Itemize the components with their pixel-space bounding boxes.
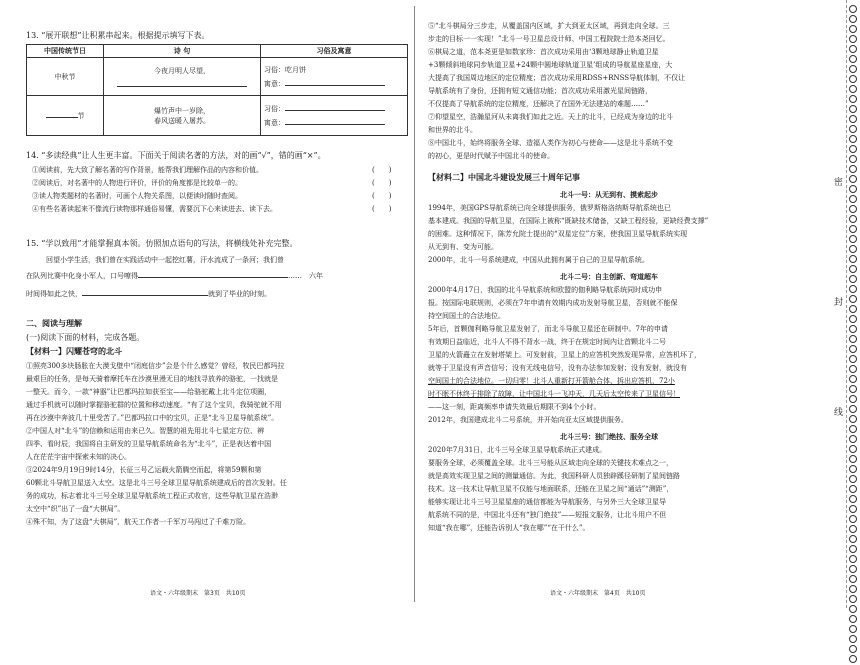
binding-hole-icon (849, 315, 857, 323)
q14-item: ②阅读后，对名著中的人物进行评价，评价的角度都是比较单一的。 (32, 179, 242, 187)
binding-hole-icon (849, 635, 857, 643)
text-line: 5年后，首颗伽利略导航卫星发射了，而北斗导航卫星还在研制中。7年的申请 (428, 325, 668, 333)
binding-hole-icon (849, 385, 857, 393)
table-header-row (27, 45, 408, 58)
text-line: ⑤“北斗棋局分三步走，从覆盖国内区域，扩大到亚太区域，再到走向全球。三 (428, 22, 670, 30)
binding-dashed-line (846, 0, 847, 608)
binding-hole-icon (849, 325, 857, 333)
binding-hole-icon (849, 235, 857, 243)
binding-hole-icon (849, 145, 857, 153)
binding-hole-icon (849, 55, 857, 63)
table-row (27, 96, 408, 136)
binding-hole-icon (849, 425, 857, 433)
binding-hole-icon (849, 415, 857, 423)
meaning-answer-line[interactable] (285, 85, 385, 86)
text-line: 的初心，更是时代赋予中国北斗的使命。 (428, 152, 554, 160)
binding-hole-icon (849, 525, 857, 533)
binding-hole-icon (849, 355, 857, 363)
page-footer: 语文・六年级期末 第4页 共10页 (550, 590, 646, 597)
festival-suffix: 节 (77, 111, 85, 120)
q15-line2-text: 在队列比赛中化身小军人，口号嘹得 (26, 272, 138, 280)
material-1-title: 【材料一】闪耀苍穹的北斗 (26, 347, 122, 356)
binding-hole-icon (849, 545, 857, 553)
answer-paren[interactable]: ( ) (372, 205, 392, 213)
binding-hole-icon (849, 515, 857, 523)
binding-hole-icon (849, 115, 857, 123)
header-poem: 诗 句 (104, 45, 261, 58)
binding-hole-icon (849, 45, 857, 53)
q14-item: ③读人物类题材的名著时，可画个人物关系图，以便读时随时查阅。 (32, 192, 242, 200)
text-line: ——这一刻，距离频率申请失效最后期限不到4个小时。 (428, 403, 601, 411)
binding-hole-icon (849, 65, 857, 73)
text-line: 报。按国际电联规则，必须在7年申请有效期内成功发射导航卫星，否则就不能保 (428, 299, 678, 307)
text-line: 最艰巨的任务，是每天骑着摩托车在沙漠里漫无目的地找寻放养的骆驼，一找就是 (26, 375, 278, 383)
text-line: 2000年，北斗一号系统建成，中国从此拥有属于自己的卫星导航系统。 (428, 256, 649, 264)
binding-hole-icon (849, 375, 857, 383)
bd1-body (428, 202, 812, 267)
text-line: 时不眠不休终于排除了故障，让中国北斗一飞冲天，几天后太空传来了卫星信号！ (428, 390, 680, 398)
answer-paren[interactable]: ( ) (372, 192, 392, 200)
binding-hole-icon (849, 565, 857, 573)
text-line: 2000年4月17日，我国的北斗导航系统和欧盟的伽利略导航系统同时成功申 (428, 286, 663, 294)
binding-hole-icon (849, 245, 857, 253)
text-line: 有效期日益临近，北斗人不得不背水一战，终于在规定时间内让首颗北斗二号 (428, 338, 666, 346)
text-line: 能够实现让北斗三号卫星星座的通信都能为导航服务，与另外三大全球卫星导 (428, 498, 666, 506)
binding-hole-icon (849, 645, 857, 653)
text-line: 就等于卫星没有声音信号；没有无线电信号，没有办法参加发射；没有发射，就没有 (428, 364, 687, 372)
page-footer: 语文・六年级期末 第3页 共10页 (150, 590, 246, 597)
bd2-body (428, 284, 812, 427)
text-line: 基本建成。我国的导航卫星，在国际上被称“既缺技术储备，又缺工程经验，更缺经费支撑” (428, 217, 709, 225)
binding-hole-icon (849, 125, 857, 133)
festival-midautumn: 中秋节 (27, 58, 104, 96)
text-line: 卫星的火箭矗立在发射塔架上。可发射前，卫星上的应答机突然发现异常，应答机坏了， (428, 351, 701, 359)
text-line: 大提高了我国周边地区的定位精度；首次成功采用RDSS+RNSS导航体制，不仅让 (428, 74, 686, 82)
text-line: 从无到有、变为可能。 (428, 243, 498, 251)
binding-label-feng: 封 (834, 298, 844, 308)
material-1-body (26, 360, 414, 529)
custom-label: 习俗： (264, 104, 285, 113)
text-line: 持空间国土的合法地位。 (428, 312, 505, 320)
binding-hole-icon (849, 555, 857, 563)
binding-hole-icon (849, 395, 857, 403)
q15-answer-line[interactable] (138, 277, 288, 278)
binding-label-xian: 线 (834, 408, 844, 418)
q15-title: 15. “学以致用”才能掌握真本领。仿照加点语句的写法，将横线处补充完整。 (26, 239, 298, 248)
poem-line: 春风送暖入屠苏。 (154, 116, 210, 125)
q15-line3-text: 时间得如此之快， (26, 290, 82, 298)
section-title: 二、阅读与理解 (26, 319, 82, 328)
text-line: 和世界的北斗。 (428, 126, 477, 134)
poem-line: 爆竹声中一岁除， (154, 106, 210, 115)
text-line: 不仅提高了导航系统的定位精度，还解决了在国外无法建站的难题……” (428, 100, 649, 108)
q13-table (26, 44, 408, 136)
binding-label-mi: 密 (834, 178, 844, 188)
binding-hole-icon (849, 195, 857, 203)
binding-hole-icon (849, 445, 857, 453)
binding-hole-icon (849, 215, 857, 223)
q15-line3-end: 就到了毕业的时刻。 (208, 290, 271, 298)
text-line: 2020年7月31日，北斗三号全球卫星导航系统正式建成。 (428, 446, 607, 454)
binding-hole-icon (849, 535, 857, 543)
header-custom: 习俗及寓意 (261, 45, 408, 58)
text-line: 60颗北斗导航卫星送入太空。这是北斗三号全球卫星导航系统建成后的首次发射。任 (26, 479, 287, 487)
text-line: 导航系统有了身份，还拥有短文通信功能；首次成功采用激光星间链路， (428, 87, 652, 95)
text-line: +3颗倾斜地球同步轨道卫星+24颗中圆地球轨道卫星’组成的导航星座星座，大 (428, 61, 673, 69)
binding-hole-icon (849, 345, 857, 353)
binding-hole-icon (849, 285, 857, 293)
text-line: 就是高效实现卫星之间的测量通信。为此，我国科研人员独辟蹊径研制了星间链路 (428, 472, 680, 480)
binding-hole-icon (849, 185, 857, 193)
binding-hole-icon (849, 175, 857, 183)
text-line: 1994年，美国GPS导航系统已向全球提供服务，俄罗斯格洛纳斯导航系统也已 (428, 204, 671, 212)
answer-paren[interactable]: ( ) (372, 179, 392, 187)
binding-hole-icon (849, 465, 857, 473)
text-line: ⑦仰望星空，浩瀚星河从未离我们如此之近。天上的北斗，已经成为身边的北斗 (428, 113, 673, 121)
text-line: 人在茫茫宇宙中探索未知的决心。 (26, 453, 131, 461)
bd3-heading: 北斗三号：独门绝技、服务全球 (560, 433, 658, 441)
q14-items (32, 164, 372, 216)
text-line: 步走的目标一一实现！”北斗一号卫星总设计师、中国工程院院士范本尧回忆。 (428, 35, 670, 43)
binding-hole-icon (849, 135, 857, 143)
meaning-label: 寓意： (264, 79, 285, 88)
binding-hole-icon (849, 105, 857, 113)
custom-answer-line[interactable] (285, 110, 385, 111)
binding-hole-icon (849, 585, 857, 593)
text-line: 2012年，我国建成北斗二号系统，并开始向亚太区域提供服务。 (428, 416, 628, 424)
binding-hole-icon (849, 335, 857, 343)
binding-hole-icon (849, 265, 857, 273)
binding-hole-icon (849, 205, 857, 213)
binding-hole-icon (849, 625, 857, 633)
text-line: 的困难。这种情况下，陈芳允院士提出的“双星定位”方案，使我国卫星导航系统实现 (428, 230, 688, 238)
material-2-title: 【材料二】中国北斗建设发展三十周年记事 (428, 173, 580, 182)
text-line: ②中国人对“北斗”的信赖和运用由来已久。智慧的祖先用北斗七星定方位、辨 (26, 427, 265, 435)
binding-hole-icon (849, 475, 857, 483)
custom-label: 习俗：吃月饼 (264, 65, 306, 74)
binding-hole-icon (849, 25, 857, 33)
q13-title: 13. “展开联想”让积累串起来。根据提示填写下表。 (26, 31, 210, 40)
binding-hole-icon (849, 405, 857, 413)
binding-hole-icon (849, 35, 857, 43)
binding-hole-icon (849, 95, 857, 103)
binding-hole-icon (849, 225, 857, 233)
q15-line1: 回望小学生活，我们曾在实践活动中一起挖红薯，汗水流成了一条河；我们曾 (46, 256, 284, 264)
bd3-body (428, 444, 812, 535)
binding-hole-icon (849, 255, 857, 263)
q15-line3 (26, 288, 271, 301)
text-line: 再在沙漠中奔波几十里受苦了。”巴都玛拉口中的宝贝，正是“北斗卫星导航系统”。 (26, 414, 279, 422)
binding-hole-icon (849, 165, 857, 173)
page-divider (414, 6, 415, 602)
binding-hole-icon (849, 595, 857, 603)
text-line: ④殊不知，为了这盘“大棋局”，航天工作者一千军万马闯过了千难万险。 (26, 518, 251, 526)
poem-answer-line[interactable] (117, 76, 247, 87)
q15-line2-end: …… 六年 (288, 272, 323, 280)
q15-answer-line[interactable] (82, 295, 208, 296)
poem-line: 今夜月明人尽望， (154, 67, 210, 75)
binding-hole-icon (849, 495, 857, 503)
text-line: 空间国土的合法地位。一切归零！北斗人重新打开箭舱合体，拆出应答机，72小 (428, 377, 675, 385)
binding-hole-icon (849, 85, 857, 93)
header-festival: 中国传统节日 (27, 45, 104, 58)
binding-hole-icon (849, 575, 857, 583)
meaning-answer-line[interactable] (285, 124, 385, 125)
right-page (420, 0, 808, 608)
material-1-continued (428, 20, 812, 163)
text-line: ⑥棋局之道，范本尧更是如数家珍：首次成功采用由‘3颗地球静止轨道卫星 (428, 48, 659, 56)
text-line: 四季、看时辰，我国将自主研发的卫星导航系统命名为“北斗”，正是表达着中国 (26, 440, 272, 448)
meaning-label: 寓意： (264, 118, 285, 127)
text-line: 太空中“织”出了一盘“大棋局”。 (26, 505, 125, 513)
text-line: ⑧中国北斗，始终将服务全球、造福人类作为初心与使命——这是北斗系统不变 (428, 139, 673, 147)
bd2-heading: 北斗二号：自主创新、弯道超车 (560, 273, 658, 281)
section-subtitle: (一)阅读下面的材料，完成各题。 (26, 333, 145, 342)
binding-hole-icon (849, 295, 857, 303)
binding-hole-icon (849, 75, 857, 83)
binding-hole-icon (849, 275, 857, 283)
bd1-heading: 北斗一号：从无到有、摸索起步 (560, 191, 658, 199)
text-line: 要服务全球，必须覆盖全球。北斗三号能从区域走向全球的关键技术难点之一， (428, 459, 673, 467)
binding-hole-icon (849, 615, 857, 623)
q14-answer-parens[interactable] (372, 164, 391, 216)
text-line: ①照亮300多块肠胀在大漠戈壁中“闭庭信步”会是个什么感觉？曾经，牧民巴都玛拉 (26, 362, 285, 370)
binding-hole-icon (849, 605, 857, 613)
text-line: 一整天。而今，一款“神器”让巴都玛拉如获至宝——给骆驼戴上北斗定位项圈， (26, 388, 272, 396)
text-line: 航系统不同的是，中国北斗还有“独门绝技”——短报文服务，让北斗用户不但 (428, 511, 667, 519)
q14-title: 14. “多读经典”让人生更丰富。下面关于阅读名著的方法，对的画“√”，错的画“×”。 (26, 151, 326, 160)
binding-holes (848, 4, 858, 665)
festival-answer-line[interactable] (46, 117, 78, 118)
text-line: ③2024年9月19日9时14分，长征三号乙运载火箭腾空而起，将第59颗和第 (26, 466, 262, 474)
answer-paren[interactable]: ( ) (372, 166, 392, 174)
binding-hole-icon (849, 505, 857, 513)
left-page (0, 0, 412, 608)
binding-hole-icon (849, 5, 857, 13)
q14-item: ④有些名著读起来不像流行读物那样通俗易懂，需要沉下心来读进去、读下去。 (32, 205, 277, 213)
text-line: 技术。这一技术让导航卫星不仅能与地面联系，还能在卫星之间“通话”“测距”， (428, 485, 674, 493)
text-line: 通过手机就可以随时掌握骆驼群的位置和移动速度。“有了这个宝贝，我骑驼就不用 (26, 401, 282, 409)
binding-hole-icon (849, 365, 857, 373)
q15-line2 (26, 270, 410, 283)
text-line: 知道“我在哪”，还能告诉别人“我在哪”“在干什么”。 (428, 524, 590, 532)
binding-hole-icon (849, 15, 857, 23)
q14-item: ①阅读前，先大致了解名著的写作背景，能帮我们理解作品的内容和价值。 (32, 166, 263, 174)
binding-hole-icon (849, 455, 857, 463)
table-row (27, 58, 408, 96)
binding-hole-icon (849, 305, 857, 313)
binding-hole-icon (849, 655, 857, 663)
binding-hole-icon (849, 155, 857, 163)
binding-hole-icon (849, 435, 857, 443)
binding-hole-icon (849, 485, 857, 493)
text-line: 务的成功，标志着北斗三号全球卫星导航系统工程正式收官，这些导航卫星在浩渺 (26, 492, 278, 500)
